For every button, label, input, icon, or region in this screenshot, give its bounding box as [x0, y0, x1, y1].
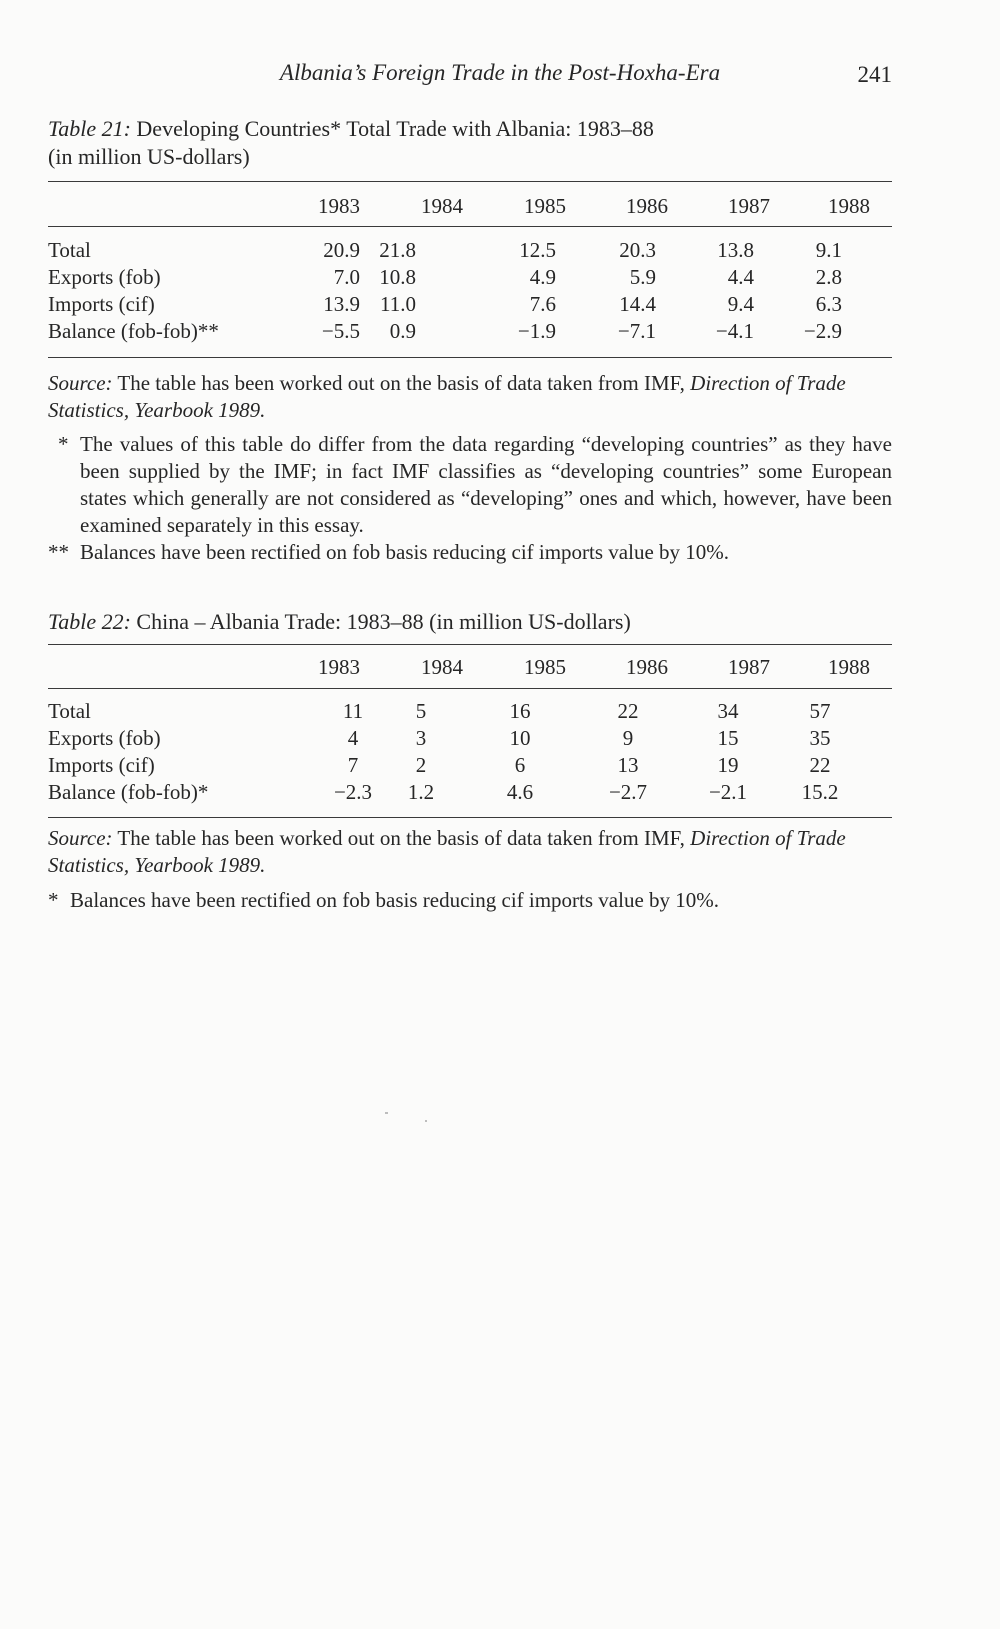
table22-source-text: The table has been worked out on the basis of data taken from IMF,: [117, 826, 685, 850]
table-cell: −7.1: [617, 319, 656, 343]
table-cell: 9.1: [815, 238, 842, 262]
table21-col-header: 1983: [318, 194, 360, 218]
row-label: Balance (fob-fob)**: [48, 319, 219, 343]
table22-label: Table 22:: [48, 609, 131, 634]
table-cell: 5: [415, 699, 427, 723]
table22-source: [48, 825, 892, 879]
table21-col-header: 1984: [421, 194, 463, 218]
table-cell: 4.4: [727, 265, 754, 289]
table-cell: 1.2: [407, 780, 435, 804]
table-cell: 0.9: [389, 319, 416, 343]
page-number: 241: [857, 62, 892, 87]
table21-body: [48, 238, 892, 346]
table-cell: −2.9: [803, 319, 842, 343]
table-cell: −1.9: [517, 319, 556, 343]
table22-col-header: 1983: [318, 655, 360, 679]
row-label: Total: [48, 238, 91, 262]
row-label: Imports (cif): [48, 292, 155, 316]
table22-header: [48, 655, 892, 682]
table22-row: [48, 780, 892, 807]
table-cell: 2: [415, 753, 427, 777]
table22-source-italic: Direction of Trade Statistics, Yearbook 1989.: [48, 826, 846, 877]
table22-col-header: 1984: [421, 655, 463, 679]
table-cell: −5.5: [321, 319, 360, 343]
table-cell: −2.7: [608, 780, 648, 804]
table21-col-header: 1986: [626, 194, 668, 218]
table-cell: 10: [509, 726, 531, 750]
table21-row: [48, 292, 892, 319]
table21-row: [48, 238, 892, 265]
table-cell: 4.6: [506, 780, 534, 804]
table21-source-italic: Direction of Trade Statistics, Yearbook 1989.: [48, 371, 846, 422]
footnote-mark: *: [58, 432, 69, 456]
table22-caption: [48, 608, 631, 636]
table-cell: 57: [809, 699, 831, 723]
row-label: Imports (cif): [48, 753, 155, 777]
table-cell: 7.6: [529, 292, 556, 316]
table22-title: China – Albania Trade: 1983–88 (in million US-dollars): [136, 609, 631, 634]
table21-row: [48, 265, 892, 292]
footnote-mark: **: [48, 540, 69, 564]
table21-col-header: 1985: [524, 194, 566, 218]
row-label: Exports (fob): [48, 726, 161, 750]
table-cell: 13: [617, 753, 639, 777]
table-cell: 6.3: [815, 292, 842, 316]
table-cell: 3: [415, 726, 427, 750]
table-cell: 12.5: [519, 238, 556, 262]
table-cell: 34: [717, 699, 739, 723]
table-cell: 15: [717, 726, 739, 750]
table-cell: 20.3: [619, 238, 656, 262]
footnote-mark: *: [48, 888, 59, 912]
row-label: Exports (fob): [48, 265, 161, 289]
table21-top-rule: [48, 181, 892, 182]
table22-bottom-rule: [48, 817, 892, 818]
row-label: Total: [48, 699, 91, 723]
table21-title-line1: Developing Countries* Total Trade with Albania: 1983–88: [136, 116, 654, 141]
table22-col-header: 1986: [626, 655, 668, 679]
footnote-text: The values of this table do differ from the data regarding “developing countries” as they have been supplied by the IMF; in fact IMF classifies as “developing countries” some European states which generally are not considered as “developing” ones and which, however, have been examined separately in this essay.: [80, 432, 892, 537]
table22-col-header: 1985: [524, 655, 566, 679]
table22-row: [48, 699, 892, 726]
table21-header-row: [48, 194, 892, 221]
table-cell: 11.0: [380, 292, 416, 316]
table21-caption: [48, 115, 654, 171]
table22-source-label: Source:: [48, 826, 113, 850]
table21-bottom-rule: [48, 357, 892, 358]
table22-row: [48, 726, 892, 753]
table-cell: −2.3: [333, 780, 373, 804]
table21: [48, 194, 892, 221]
table-cell: 15.2: [801, 780, 839, 804]
table-cell: 14.4: [619, 292, 656, 316]
row-label: Balance (fob-fob)*: [48, 780, 209, 804]
table21-title-line2: (in million US-dollars): [48, 144, 250, 169]
table-cell: 22: [809, 753, 831, 777]
table-cell: 9.4: [727, 292, 754, 316]
table-cell: 13.8: [717, 238, 754, 262]
footnote-text: Balances have been rectified on fob basis reducing cif imports value by 10%.: [70, 888, 720, 912]
table-cell: 7.0: [333, 265, 360, 289]
table-cell: 16: [509, 699, 531, 723]
table21-source-label: Source:: [48, 371, 113, 395]
table-cell: 7: [347, 753, 359, 777]
table21-col-header: 1987: [728, 194, 770, 218]
table-cell: 22: [617, 699, 639, 723]
table22-header-rule: [48, 688, 892, 689]
table-cell: 10.8: [379, 265, 416, 289]
table-cell: 21.8: [379, 238, 416, 262]
table-cell: −2.1: [708, 780, 748, 804]
table21-source: [48, 370, 892, 424]
scan-speck: [385, 1112, 388, 1114]
scan-speck: [425, 1120, 427, 1122]
table-cell: 5.9: [629, 265, 656, 289]
table22-body: [48, 699, 892, 807]
running-title: Albania’s Foreign Trade in the Post-Hoxha-Era: [279, 60, 721, 85]
table22-header-row: [48, 655, 892, 682]
table21-header-rule: [48, 226, 892, 227]
footnote-text: Balances have been rectified on fob basis reducing cif imports value by 10%.: [80, 540, 730, 564]
table21-row: [48, 319, 892, 346]
table-cell: 35: [809, 726, 831, 750]
table-cell: 19: [717, 753, 739, 777]
table22-col-header: 1987: [728, 655, 770, 679]
table-cell: 4: [347, 726, 359, 750]
table22-top-rule: [48, 644, 892, 645]
table21-label: Table 21:: [48, 116, 131, 141]
table21-col-header: 1988: [828, 194, 870, 218]
table-cell: 13.9: [323, 292, 360, 316]
table-cell: 6: [514, 753, 526, 777]
table-cell: 2.8: [815, 265, 842, 289]
table22-col-header: 1988: [828, 655, 870, 679]
table-cell: 20.9: [323, 238, 360, 262]
table-cell: −4.1: [715, 319, 754, 343]
table-cell: 4.9: [529, 265, 556, 289]
table21-source-text: The table has been worked out on the basis of data taken from IMF,: [117, 371, 685, 395]
table-cell: 9: [622, 726, 634, 750]
table-cell: 11: [342, 699, 364, 723]
table22-row: [48, 753, 892, 780]
